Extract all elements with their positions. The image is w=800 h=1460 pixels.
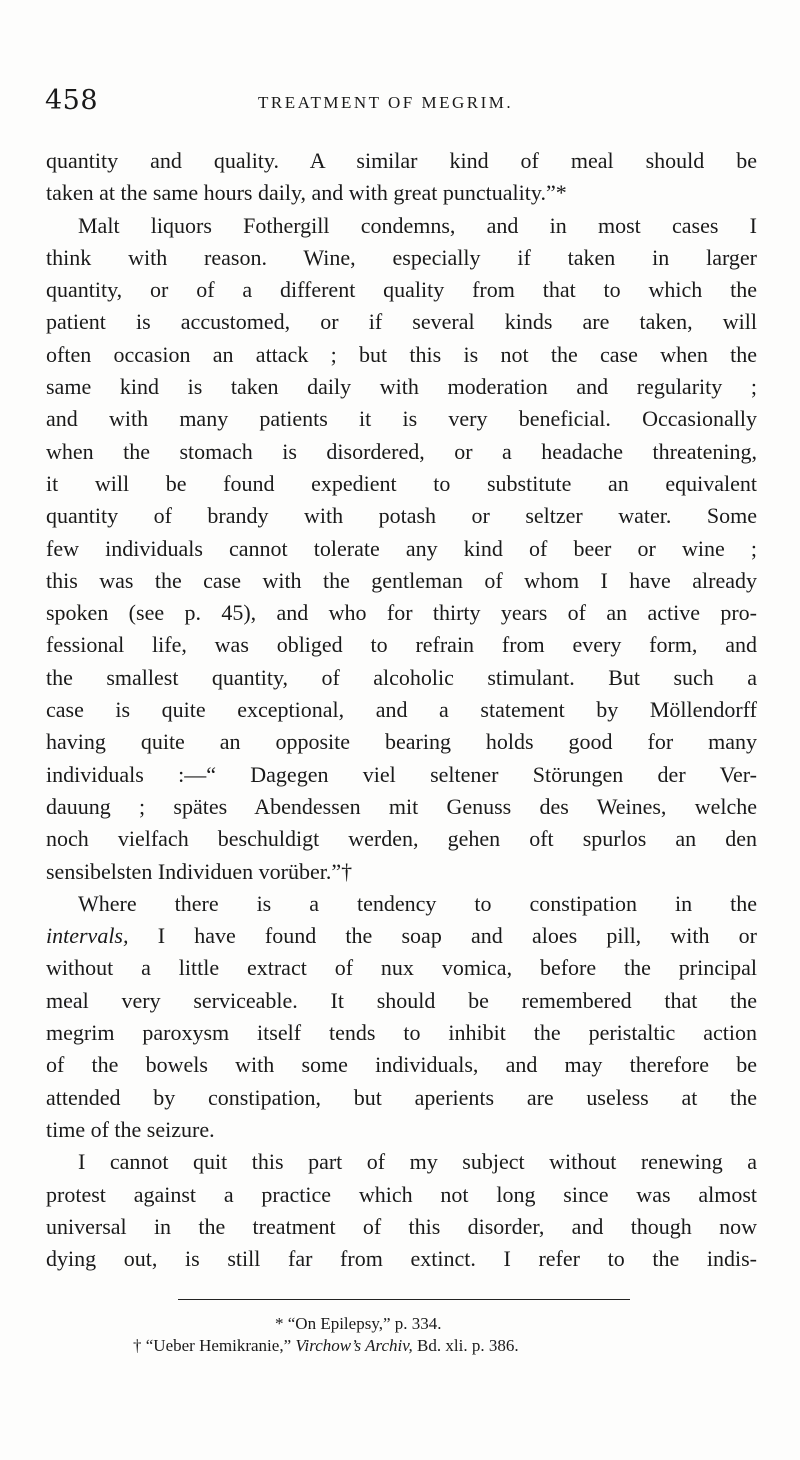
text-line: taken at the same hours daily, and with great punctuality.”* — [46, 180, 567, 206]
text-line: it will be found expedient to substitute an equivalent — [46, 470, 757, 496]
text-line: few individuals cannot tolerate any kind of beer or wine ; — [46, 535, 757, 561]
text-line: often occasion an attack ; but this is not the case when the — [46, 341, 757, 367]
text-line-rest: I have found the soap and aloes pill, with or — [157, 923, 757, 949]
text-line: quantity and quality. A similar kind of meal should be — [46, 148, 757, 173]
text-line: I cannot quit this part of my subject without renewing a — [78, 1149, 757, 1175]
footnote-divider — [178, 1299, 630, 1300]
italic-word: intervals, — [46, 923, 129, 949]
text-line: attended by constipation, but aperients are useless at the — [46, 1084, 757, 1110]
text-line: of the bowels with some individuals, and may therefore be — [46, 1052, 757, 1078]
text-line: megrim paroxysm itself tends to inhibit the peristaltic action — [46, 1020, 757, 1046]
text-line: dying out, is still far from extinct. I refer to the indis- — [46, 1246, 757, 1272]
page-header — [45, 85, 757, 125]
footnote-2-italic: Virchow’s Archiv, — [295, 1336, 413, 1355]
text-line: the smallest quantity, of alcoholic stimulant. But such a — [46, 664, 757, 690]
text-line: fessional life, was obliged to refrain from every form, and — [46, 632, 757, 658]
text-line: universal in the treatment of this disorder, and though now — [46, 1213, 757, 1239]
text-line: noch vielfach beschuldigt werden, gehen oft spurlos an den — [46, 826, 757, 852]
text-line: case is quite exceptional, and a statement by Möllendorff — [46, 697, 757, 723]
text-line: patient is accustomed, or if several kinds are taken, will — [46, 309, 757, 335]
text-line: having quite an opposite bearing holds good for many — [46, 729, 757, 755]
text-line: quantity of brandy with potash or seltzer water. Some — [46, 503, 757, 529]
text-line: and with many patients it is very beneficial. Occasionally — [46, 406, 757, 432]
text-line: Where there is a tendency to constipation in the — [78, 890, 757, 916]
body-text — [46, 145, 757, 1275]
text-line: sensibelsten Individuen vorüber.”† — [46, 858, 353, 884]
text-line: without a little extract of nux vomica, before the principal — [46, 955, 757, 981]
footnote-2 — [133, 1336, 519, 1356]
footnote-2-suffix: Bd. xli. p. 386. — [417, 1336, 519, 1355]
footnote-2-prefix: † “Ueber Hemikranie,” — [133, 1336, 292, 1355]
running-title: TREATMENT OF MEGRIM. — [258, 93, 514, 112]
text-line: dauung ; spätes Abendessen mit Genuss des Weines, welche — [46, 793, 757, 819]
footnote-1: * “On Epilepsy,” p. 334. — [275, 1314, 442, 1333]
text-line: spoken (see p. 45), and who for thirty years of an active pro- — [46, 600, 757, 626]
text-line: this was the case with the gentleman of whom I have already — [46, 567, 757, 593]
text-line: individuals :—“ Dagegen viel seltener Störungen der Ver- — [46, 761, 757, 787]
text-line: time of the seizure. — [46, 1116, 215, 1142]
text-line: quantity, or of a different quality from that to which the — [46, 277, 757, 303]
text-line: Malt liquors Fothergill condemns, and in most cases I — [78, 212, 757, 238]
text-line: when the stomach is disordered, or a headache threatening, — [46, 438, 757, 464]
text-line: same kind is taken daily with moderation and regularity ; — [46, 374, 757, 400]
text-line: protest against a practice which not long since was almost — [46, 1181, 757, 1207]
text-line-with-italic — [46, 920, 757, 952]
page-number: 458 — [45, 85, 99, 116]
text-line: think with reason. Wine, especially if taken in larger — [46, 244, 757, 270]
text-line: meal very serviceable. It should be remembered that the — [46, 987, 757, 1013]
